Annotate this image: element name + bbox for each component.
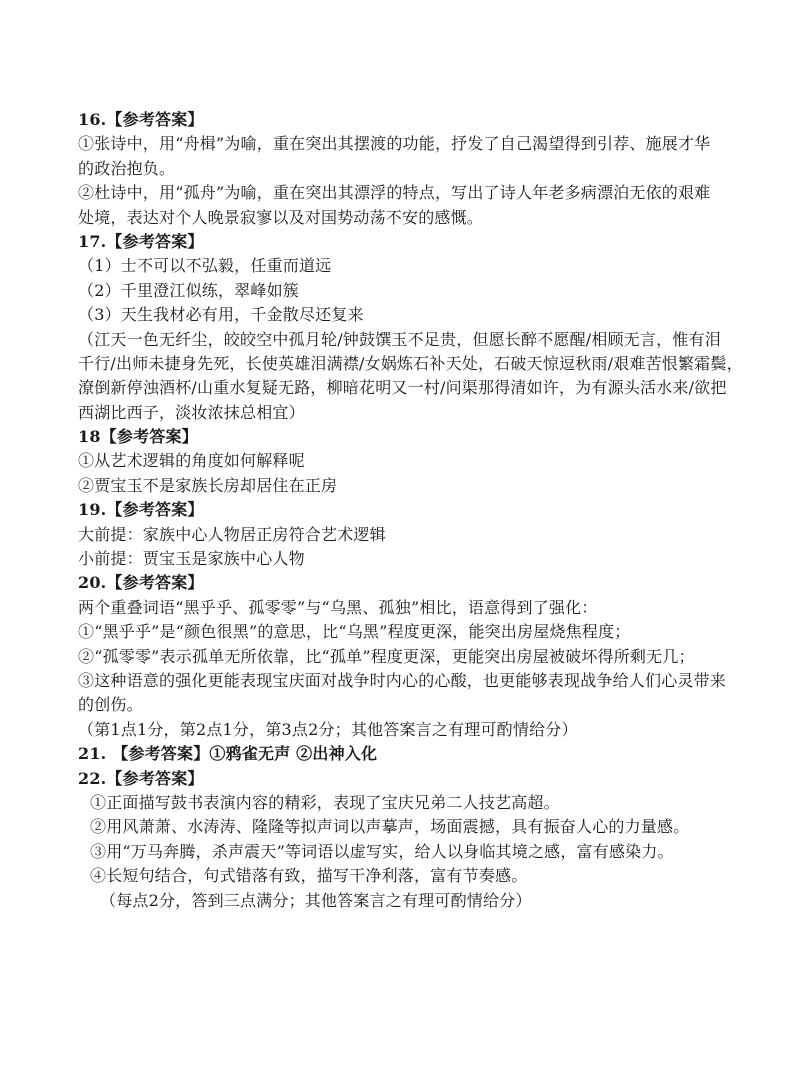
q16-answer-line: 的政治抱负。: [78, 158, 176, 178]
q22-answer-line: ③用“万马奔腾，杀声震天”等词语以虚写实，给人以身临其境之感，富有感染力。: [90, 841, 674, 861]
q18-answer-line: ①从艺术逻辑的角度如何解释呢: [78, 451, 305, 471]
q20-answer-line: 的创伤。: [78, 695, 143, 715]
answer-key-page: [78, 108, 778, 913]
q19-heading: 19.【参考答案】: [78, 500, 204, 520]
q16-answer-line: ①张诗中，用“舟楫”为喻，重在突出其摆渡的功能，抒发了自己渴望得到引荐、施展才华: [78, 134, 711, 154]
q20-heading: 20.【参考答案】: [78, 573, 204, 593]
q20-answer-line: ③这种语意的强化更能表现宝庆面对战争时内心的心酸，也更能够表现战争给人们心灵带来: [78, 670, 727, 690]
q19-answer-line: 小前提：贾宝玉是家族中心人物: [78, 549, 305, 569]
q17-answer-line: （3）天生我材必有用，千金散尽还复来: [78, 305, 364, 325]
q20-answer-line: ①“黑乎乎”是“颜色很黑”的意思，比“乌黑”程度更深，能突出房屋烧焦程度；: [78, 622, 631, 642]
q17-answer-line: 西湖比西子，淡妆浓抹总相宜）: [78, 402, 305, 422]
q20-scoring-note: （第1点1分，第2点1分，第3点2分；其他答案言之有理可酌情给分）: [78, 719, 578, 739]
q18-heading: 18【参考答案】: [78, 427, 198, 447]
q22-answer-line: ④长短句结合，句式错落有致，描写干净利落，富有节奏感。: [90, 866, 528, 886]
q19-answer-line: 大前提：家族中心人物居正房符合艺术逻辑: [78, 524, 386, 544]
q18-answer-line: ②贾宝玉不是家族长房却居住在正房: [78, 475, 338, 495]
q22-scoring-note: （每点2分，答到三点满分；其他答案言之有理可酌情给分）: [100, 890, 532, 910]
q16-answer-line: 处境，表达对个人晚景寂寥以及对国势动荡不安的感慨。: [78, 207, 484, 227]
q20-answer-line: ②“孤零零”表示孤单无所依靠，比“孤单”程度更深，更能突出房屋被破坏得所剩无几；: [78, 646, 695, 666]
q22-answer-line: ②用风萧萧、水涛涛、隆隆等拟声词以声摹声，场面震撼，具有振奋人心的力量感。: [90, 817, 690, 837]
q17-answer-line: （2）千里澄江似练，翠峰如簇: [78, 280, 299, 300]
q22-answer-line: ①正面描写鼓书表演内容的精彩，表现了宝庆兄弟二人技艺高超。: [90, 792, 560, 812]
q22-heading: 22.【参考答案】: [78, 768, 204, 788]
q17-answer-line: （1）士不可以不弘毅，任重而道远: [78, 256, 332, 276]
q21-heading-answer: 21. 【参考答案】①鸦雀无声 ②出神入化: [78, 744, 378, 764]
q17-answer-line: （江天一色无纤尘，皎皎空中孤月轮/钟鼓馔玉不足贵，但愿长醉不愿醒/相顾无言，惟有泪: [78, 329, 721, 349]
q17-heading: 17.【参考答案】: [78, 231, 204, 251]
q17-answer-line: 潦倒新停浊酒杯/山重水复疑无路，柳暗花明又一村/问渠那得清如许，为有源头活水来/欲把: [78, 378, 727, 398]
q20-answer-line: 两个重叠词语“黑乎乎、孤零零”与“乌黑、孤独”相比，语意得到了强化：: [78, 597, 598, 617]
q16-heading: 16.【参考答案】: [78, 110, 204, 129]
q17-answer-line: 千行/出师未捷身先死，长使英雄泪满襟/女娲炼石补天处，石破天惊逗秋雨/艰难苦恨繁霜鬓，: [78, 353, 743, 373]
q16-answer-line: ②杜诗中，用“孤舟”为喻，重在突出其漂浮的特点，写出了诗人年老多病漂泊无依的艰难: [78, 183, 711, 203]
